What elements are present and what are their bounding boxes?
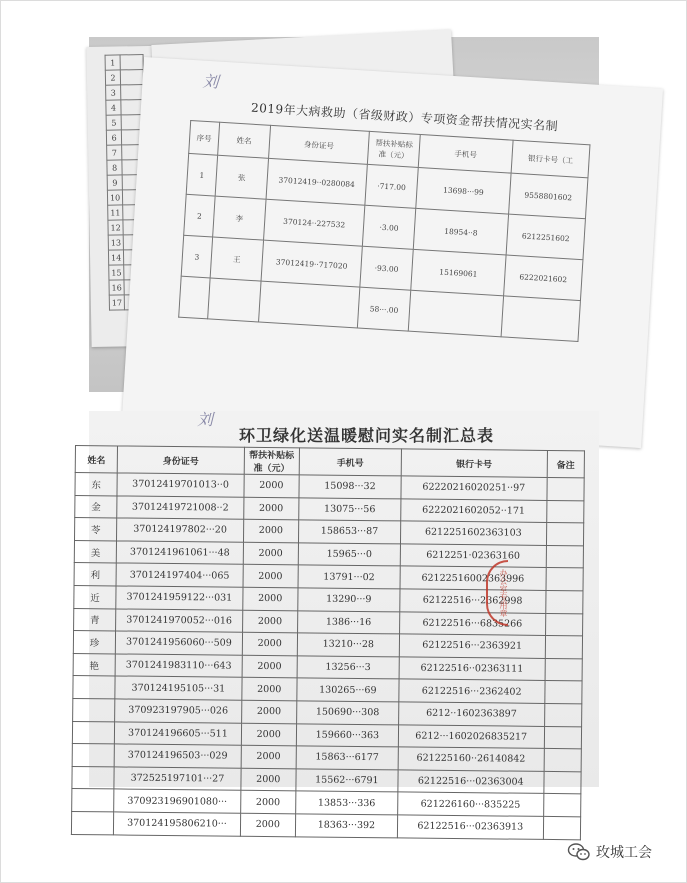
cell-bank: 6212251·02363160 [400, 544, 546, 568]
cell-bank: 62122516002363996 [400, 566, 546, 590]
cell-name: 东 [75, 473, 118, 496]
cell-phone: 15965···0 [298, 543, 400, 567]
cell-id: 370124··227532 [264, 199, 365, 246]
cell-no: 3 [181, 235, 212, 278]
row-number: 7 [107, 145, 122, 160]
cell-bank: 62122516···02363004 [398, 770, 544, 794]
row-number: 9 [107, 175, 122, 190]
photo-sanitation-summary [87, 410, 599, 833]
header-phone: 手机号 [418, 135, 513, 174]
cell-amount: 2000 [242, 655, 298, 678]
cell-bank: 6212251602 [506, 214, 585, 260]
cell-notes [546, 500, 584, 523]
cell-name: 利 [74, 563, 117, 586]
cell-amount: 2000 [242, 610, 298, 633]
cell-phone: 158653···87 [298, 520, 400, 544]
cell-name [72, 766, 115, 789]
header-amount: 帮扶补贴标准（元） [244, 447, 300, 475]
row-number: 10 [107, 190, 122, 205]
cell-amount: 2000 [241, 678, 297, 701]
cell-bank: 621226160···835225 [398, 792, 544, 816]
cell-name: 张 [215, 155, 268, 199]
header-bank: 银行卡号 [401, 449, 547, 478]
cell-id: 3701241959122···031 [116, 586, 243, 610]
summary-title: 环卫绿化送温暖慰问实名制汇总表 [239, 426, 495, 445]
row-number: 11 [108, 205, 123, 220]
photo-subsidy-sheets [89, 37, 599, 392]
header-bank: 银行卡号（工 [511, 140, 590, 178]
cell-notes [544, 681, 582, 704]
cell-notes [543, 794, 581, 817]
row-number: 1 [105, 55, 120, 70]
row-number: 5 [106, 115, 121, 130]
cell-name: 艳 [73, 653, 116, 676]
header-id: 身份证号 [269, 125, 370, 164]
cell-id: 372525197101···27 [114, 767, 241, 791]
wechat-icon [568, 843, 590, 861]
cell-id: 370124197802···20 [117, 518, 244, 542]
cell-amount: 2000 [241, 700, 297, 723]
cell-amount: 2000 [240, 791, 296, 814]
total-amount: 58···.00 [357, 287, 410, 331]
cell-notes [545, 658, 583, 681]
cell-phone: 18363···392 [295, 814, 397, 838]
cell-id: 370124196503···029 [114, 744, 241, 768]
cell-name [72, 721, 115, 744]
name-cell [120, 70, 143, 85]
cell-amount: ·3.00 [362, 205, 415, 249]
cell-name [73, 698, 116, 721]
cell-name: 珍 [73, 631, 116, 654]
cell-name [72, 744, 115, 767]
cell-name [73, 676, 116, 699]
cell-phone: 18954··8 [413, 208, 508, 255]
cell-amount: 2000 [242, 632, 298, 655]
header-phone: 手机号 [299, 448, 401, 476]
official-red-stamp: 办公室专用章 [486, 560, 508, 626]
cell-name: 青 [74, 608, 117, 631]
cell-phone: 15098···32 [299, 475, 401, 499]
subsidy-table [178, 120, 590, 342]
cell-phone: 13075···56 [299, 497, 401, 521]
table-row [105, 70, 143, 86]
row-number: 13 [108, 235, 123, 250]
wechat-account-footer[interactable] [568, 842, 652, 862]
cell-id: 370124195806210··· [114, 812, 241, 836]
summary-table [71, 445, 585, 840]
cell-name: 李 [213, 196, 266, 240]
cell-notes [545, 613, 583, 636]
cell-bank: 62122516···2363921 [399, 634, 545, 658]
cell-name: 近 [74, 585, 117, 608]
cell-phone: 13210···28 [297, 633, 399, 657]
header-name: 姓名 [218, 122, 271, 158]
cell-notes [546, 545, 584, 568]
cell-phone: 13853···336 [296, 791, 398, 815]
cell-phone: 13698···99 [416, 167, 511, 214]
row-number: 17 [109, 295, 124, 310]
cell-id: 370923197905···026 [115, 699, 242, 723]
cell-id: 370124196605···511 [115, 721, 242, 745]
cell-bank: 6222021602052··171 [401, 499, 547, 523]
cell-bank: 6212251602363103 [400, 521, 546, 545]
cell-notes [544, 771, 582, 794]
cell-phone: 1386···16 [297, 610, 399, 634]
cell-bank: 621225160··26140842 [398, 747, 544, 771]
table-row [105, 55, 143, 71]
cell-amount: 2000 [241, 768, 297, 791]
table-row [106, 85, 144, 101]
cell-id: 37012419721008··2 [117, 496, 244, 520]
cell-bank: 62122516···2362998 [400, 589, 546, 613]
cell-notes [543, 816, 581, 839]
cell-notes [545, 590, 583, 613]
header-amount: 帮扶补贴标准（元） [367, 131, 420, 167]
cell-id: 370923196901080··· [114, 789, 241, 813]
cell-amount: 2000 [243, 519, 299, 542]
cell-amount: 2000 [243, 542, 299, 565]
cell-bank: 9558801602 [509, 173, 588, 219]
row-number: 8 [107, 160, 122, 175]
cell-amount: 2000 [243, 497, 299, 520]
cell-name [71, 811, 114, 834]
table-row [106, 100, 144, 116]
row-number: 3 [106, 85, 121, 100]
cell-name: 王 [210, 237, 263, 281]
row-number: 14 [108, 250, 123, 265]
name-cell [120, 55, 143, 70]
cell-phone: 15169061 [411, 249, 506, 296]
front-sheet [122, 57, 663, 448]
cell-amount: 2000 [241, 745, 297, 768]
account-name: 玫城工会 [596, 845, 652, 861]
cell-phone: 15562···6791 [296, 769, 398, 793]
cell-amount: 2000 [241, 723, 297, 746]
cell-phone: 13256···3 [297, 656, 399, 680]
cell-notes [544, 749, 582, 772]
cell-name [72, 789, 115, 812]
cell-phone: 13290···9 [298, 588, 400, 612]
cell-bank: 6212···1602026835217 [398, 724, 544, 748]
header-id: 身份证号 [117, 446, 244, 474]
cell-phone: 13791···02 [298, 565, 400, 589]
cell-bank: 62122516···2362402 [399, 679, 545, 703]
cell-id: 370124195105···31 [115, 676, 242, 700]
cell-bank: 62122516···6835266 [399, 611, 545, 635]
cell-id: 3701241983110···643 [115, 654, 242, 678]
cell-bank: 6222021602 [504, 255, 583, 301]
cell-bank: 62122516···02363913 [397, 815, 543, 839]
cell-id: 3701241956060···509 [116, 631, 243, 655]
cell-id: 3701241970052···016 [116, 609, 243, 633]
cell-name: 苓 [75, 518, 118, 541]
cell-phone: 130265···69 [297, 678, 399, 702]
row-number: 4 [106, 100, 121, 115]
cell-id: 370124197404···065 [116, 563, 243, 587]
header-name: 姓名 [75, 446, 118, 473]
row-number: 16 [109, 280, 124, 295]
row-number: 12 [108, 220, 123, 235]
row-number: 6 [106, 130, 121, 145]
row-number: 15 [109, 265, 124, 280]
handwritten-mark: 刘 [202, 71, 220, 92]
header-notes: 备注 [547, 450, 585, 477]
cell-no: 2 [184, 194, 215, 237]
cell-id: 37012419··0280084 [266, 158, 367, 205]
cell-phone: 15863···6177 [296, 746, 398, 770]
cell-bank: 62122516··02363111 [399, 657, 545, 681]
cell-bank: 6212··1602363897 [398, 702, 544, 726]
cell-notes [546, 568, 584, 591]
cell-amount: ·93.00 [360, 246, 413, 290]
handwritten-mark-2: 刘 [197, 410, 214, 429]
cell-amount: ·717.00 [365, 164, 418, 208]
cell-amount: 2000 [240, 813, 296, 836]
cell-amount: 2000 [243, 565, 299, 588]
cell-bank: 62220216020251··97 [401, 476, 547, 500]
cell-name: 金 [75, 495, 118, 518]
cell-no: 1 [186, 153, 217, 196]
table-row [71, 811, 580, 839]
cell-phone: 150690···308 [297, 701, 399, 725]
cell-id: 3701241961061···48 [117, 541, 244, 565]
cell-id: 37012419701013··0 [117, 473, 244, 497]
row-number: 2 [105, 70, 120, 85]
cell-notes [545, 636, 583, 659]
header-no: 序号 [189, 120, 220, 155]
cell-amount: 2000 [242, 587, 298, 610]
cell-notes [544, 726, 582, 749]
cell-amount: 2000 [244, 474, 300, 497]
cell-phone: 159660···363 [296, 723, 398, 747]
cell-name: 美 [74, 540, 117, 563]
sheet-title: 2019年大病救助（省级财政）专项资金帮扶情况实名制 [250, 100, 559, 134]
cell-notes [544, 703, 582, 726]
cell-id: 37012419··717020 [261, 240, 362, 287]
cell-notes [546, 523, 584, 546]
cell-notes [547, 477, 585, 500]
